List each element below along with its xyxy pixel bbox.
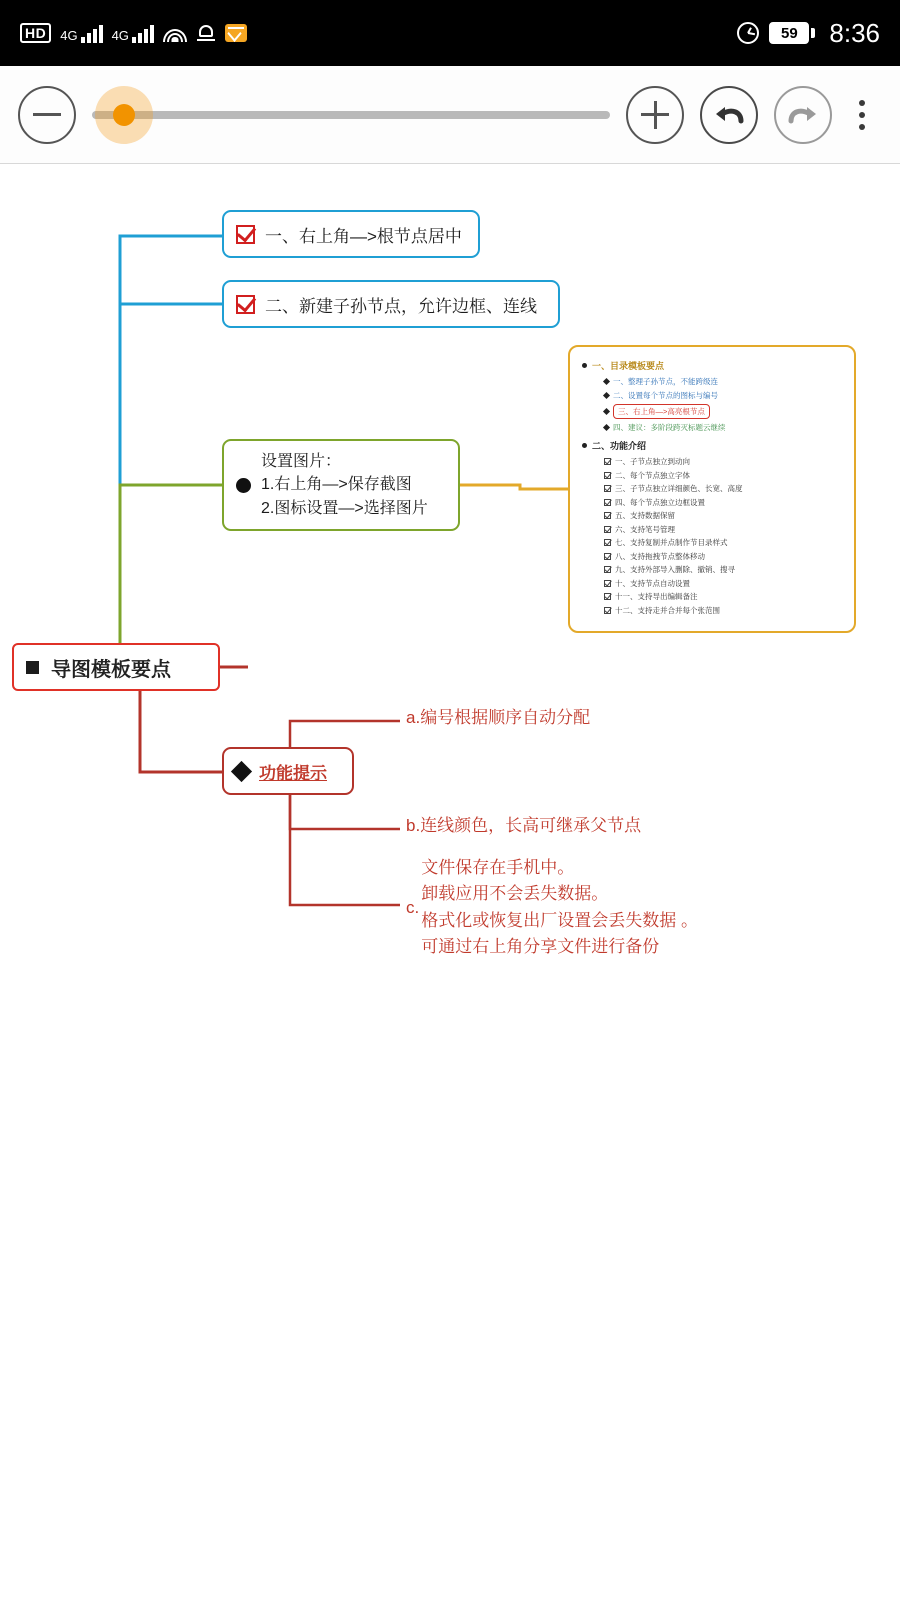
- node-item-1[interactable]: [222, 210, 480, 258]
- battery-icon: [769, 22, 815, 44]
- bullet-icon: [582, 363, 587, 368]
- preview-section1-item: 一、整理子孙节点，不能跨级连: [604, 376, 844, 387]
- diamond-icon: [603, 392, 610, 399]
- wifi-icon: [163, 24, 187, 42]
- checkbox-icon: [604, 499, 611, 506]
- status-clock: 8:36: [829, 17, 880, 48]
- bullet-icon: [582, 443, 587, 448]
- leaf-a-text: 编号根据顺序自动分配: [420, 708, 591, 727]
- checkbox-icon: [604, 566, 611, 573]
- leaf-c-line-3: 格式化或恢复出厂设置会丢失数据 。: [421, 910, 698, 930]
- diamond-icon: [603, 424, 610, 431]
- leaf-a-prefix: a.: [406, 708, 421, 727]
- status-bar: [0, 0, 900, 66]
- signal-bars-2: [132, 23, 154, 43]
- leaf-c-line-1: 文件保存在手机中。: [421, 858, 575, 877]
- preview-section2-item: 二、每个节点独立字体: [604, 470, 844, 481]
- checkbox-icon: [604, 485, 611, 492]
- checkbox-icon: [604, 458, 611, 465]
- zoom-slider-track[interactable]: [92, 111, 610, 119]
- signal-bars-1: [81, 23, 103, 43]
- checkbox-icon: [604, 526, 611, 533]
- leaf-b[interactable]: [406, 813, 641, 839]
- leaf-b-text: 连线颜色，长高可继承父节点: [420, 816, 642, 835]
- zoom-slider[interactable]: [92, 86, 610, 144]
- bell-mute-icon: [196, 23, 216, 43]
- redo-button[interactable]: [774, 86, 832, 144]
- leaf-c-line-2: 卸载应用不会丢失数据。: [421, 884, 609, 904]
- node-function-label: 功能提示: [259, 763, 327, 783]
- preview-section1-item: 四、建议：多阶段跨灭标题云继续: [604, 422, 844, 433]
- mindmap-canvas[interactable]: [0, 165, 900, 1600]
- node-function-tips[interactable]: [222, 747, 354, 795]
- node-image-title: 设置图片：: [261, 453, 342, 471]
- leaf-c-lines: [421, 855, 698, 960]
- dot-bullet-icon: [236, 478, 251, 493]
- kebab-dot: [859, 100, 865, 106]
- battery-percent: 59: [769, 22, 809, 44]
- leaf-c-prefix: c.: [406, 898, 420, 917]
- battery-cap: [811, 28, 815, 38]
- overflow-menu-button[interactable]: [842, 86, 882, 144]
- preview-section2-title: 二、功能介绍: [582, 439, 844, 452]
- preview-section2-item: 一、子节点独立到动向: [604, 456, 844, 467]
- undo-icon: [712, 100, 746, 130]
- status-left-icons: [20, 23, 247, 43]
- mail-icon: [225, 24, 247, 42]
- leaf-c[interactable]: [406, 855, 698, 960]
- preview-section2-item: 九、支持外部导入删除、撤销、搜寻: [604, 564, 844, 575]
- checkbox-icon: [604, 472, 611, 479]
- signal-icon-sim2: [112, 23, 154, 43]
- preview-section2-item: 十、支持节点自动设置: [604, 578, 844, 589]
- checkbox-icon: [604, 539, 611, 546]
- preview-section1-item-highlighted: 三、右上角—>高亮根节点: [604, 404, 844, 419]
- redo-icon: [786, 100, 820, 130]
- diamond-bullet-icon: [231, 760, 252, 781]
- status-right-icons: [737, 18, 880, 49]
- preview-section2-item: 七、支持复制并点制作节目录样式: [604, 537, 844, 548]
- undo-button[interactable]: [700, 86, 758, 144]
- node-image-settings[interactable]: [222, 439, 460, 531]
- checkbox-icon: [604, 607, 611, 614]
- diamond-icon: [603, 378, 610, 385]
- checkbox-icon: [236, 225, 255, 244]
- square-bullet-icon: [26, 661, 39, 674]
- zoom-out-button[interactable]: [18, 86, 76, 144]
- preview-section2-item: 三、子节点独立详细颜色、长宽、高度: [604, 483, 844, 494]
- kebab-dot: [859, 112, 865, 118]
- preview-section2-item: 五、支持数据保留: [604, 510, 844, 521]
- node-item-2-label: 二、新建子孙节点，允许边框、连线: [265, 296, 537, 316]
- alarm-icon: [737, 22, 759, 44]
- preview-section2-item: 六、支持笔号管理: [604, 524, 844, 535]
- zoom-slider-thumb[interactable]: [113, 104, 135, 126]
- checkbox-icon: [236, 295, 255, 314]
- app-toolbar: [0, 66, 900, 164]
- leaf-a[interactable]: [406, 705, 590, 731]
- preview-section2-item: 十一、支持导出编辑备注: [604, 591, 844, 602]
- preview-section1-title: 一、目录模板要点: [582, 359, 844, 372]
- node-item-2[interactable]: [222, 280, 560, 328]
- node-root[interactable]: [12, 643, 220, 691]
- kebab-dot: [859, 124, 865, 130]
- diamond-icon: [603, 408, 610, 415]
- sim1-network-label: 4G: [60, 28, 78, 43]
- preview-section1-item: 二、设置每个节点的图标与编号: [604, 390, 844, 401]
- signal-icon-sim1: [60, 23, 102, 43]
- preview-section2-item: 四、每个节点独立边框设置: [604, 497, 844, 508]
- leaf-c-line-4: 可通过右上角分享文件进行备份: [421, 937, 660, 957]
- preview-section2-item: 十二、支持走并合并每个张范围: [604, 605, 844, 616]
- preview-section2-item: 八、支持拖拽节点整体移动: [604, 551, 844, 562]
- node-root-label: 导图模板要点: [51, 658, 171, 681]
- node-item-1-label: 一、右上角—>根节点居中: [265, 226, 462, 246]
- checkbox-icon: [604, 512, 611, 519]
- node-image-line2: 2.图标设置—>选择图片: [261, 499, 428, 517]
- hd-icon: HD: [20, 23, 51, 43]
- leaf-b-prefix: b.: [406, 816, 421, 835]
- node-image-line1: 1.右上角—>保存截图: [261, 476, 412, 494]
- checkbox-icon: [604, 553, 611, 560]
- zoom-in-button[interactable]: [626, 86, 684, 144]
- checkbox-icon: [604, 593, 611, 600]
- sim2-network-label: 4G: [111, 28, 129, 43]
- node-preview-image[interactable]: [568, 345, 856, 633]
- checkbox-icon: [604, 580, 611, 587]
